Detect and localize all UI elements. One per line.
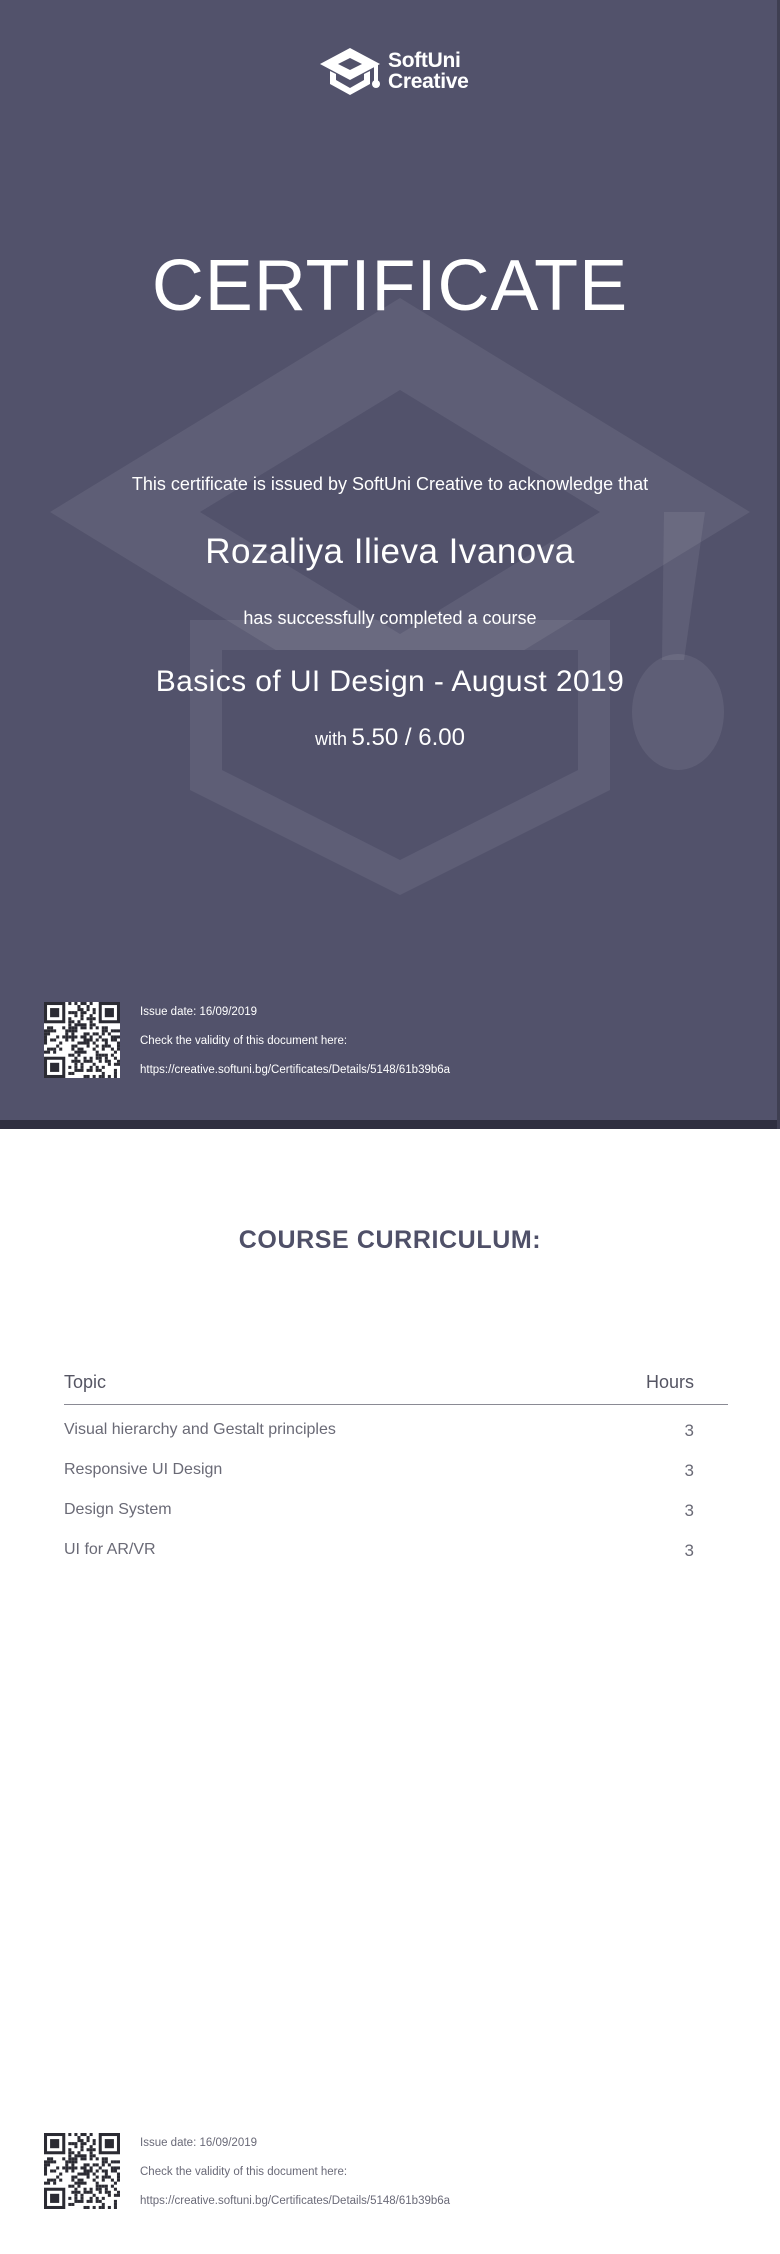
recipient-name: Rozaliya Ilieva Ivanova xyxy=(205,532,575,571)
table-row xyxy=(64,1485,728,1525)
validity-text: Check the validity of this document here: xyxy=(140,2166,348,2178)
grade-value: 5.50 / 6.00 xyxy=(351,724,465,751)
page-separator xyxy=(0,1120,780,1129)
row-hours: 3 xyxy=(684,1541,694,1560)
logo-text-line2: Creative xyxy=(388,70,469,93)
graduation-cap-icon xyxy=(316,44,384,98)
row-topic: Visual hierarchy and Gestalt principles xyxy=(64,1421,336,1438)
row-hours: 3 xyxy=(684,1461,694,1480)
certificate-footer-meta xyxy=(140,1004,450,1091)
table-row xyxy=(64,1525,728,1565)
curriculum-title: COURSE CURRICULUM: xyxy=(238,1226,542,1254)
logo-text-line1: SoftUni xyxy=(388,49,461,72)
table-header xyxy=(64,1368,728,1405)
table-row xyxy=(64,1445,728,1485)
row-hours: 3 xyxy=(684,1501,694,1520)
certificate-intro: This certificate is issued by SoftUni Creative to acknowledge that xyxy=(131,474,649,494)
validity-url-link[interactable]: https://creative.softuni.bg/Certificates/Details/5148/61b39b6a xyxy=(140,1064,451,1076)
qr-code-icon xyxy=(44,1002,120,1078)
completion-text: has successfully completed a course xyxy=(243,608,537,628)
validity-text: Check the validity of this document here: xyxy=(140,1035,348,1047)
issue-date: Issue date: 16/09/2019 xyxy=(140,2137,258,2149)
column-header-topic: Topic xyxy=(64,1372,107,1392)
grade-line xyxy=(0,720,780,759)
course-name: Basics of UI Design - August 2019 xyxy=(155,665,625,698)
row-topic: Responsive UI Design xyxy=(64,1461,223,1478)
row-topic: Design System xyxy=(64,1501,172,1518)
curriculum-footer-meta xyxy=(140,2135,450,2222)
validity-url-link[interactable]: https://creative.softuni.bg/Certificates/Details/5148/61b39b6a xyxy=(140,2195,451,2207)
column-header-hours: Hours xyxy=(645,1372,694,1392)
row-topic: UI for AR/VR xyxy=(64,1541,156,1558)
qr-code-icon xyxy=(44,2133,120,2209)
certificate-title: CERTIFICATE xyxy=(151,246,629,326)
curriculum-table xyxy=(64,1368,728,1565)
issue-date: Issue date: 16/09/2019 xyxy=(140,1006,258,1018)
table-row xyxy=(64,1405,728,1445)
grade-prefix: with xyxy=(315,729,348,749)
softuni-creative-logo xyxy=(316,44,468,98)
certificate-page xyxy=(0,0,780,1120)
row-hours: 3 xyxy=(684,1421,694,1440)
